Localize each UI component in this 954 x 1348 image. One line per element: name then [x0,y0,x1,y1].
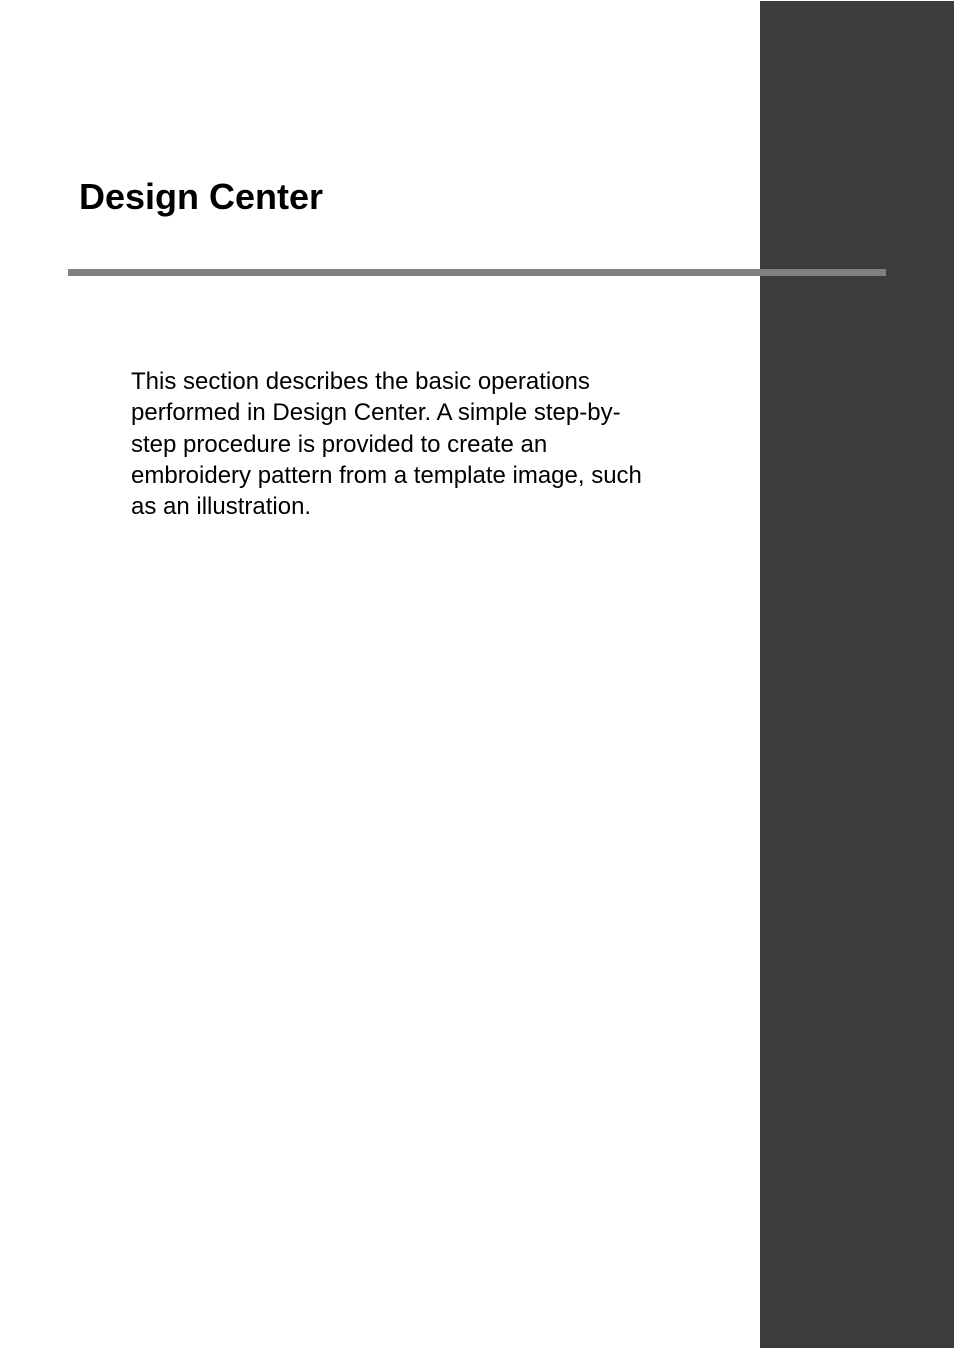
intro-line: performed in Design Center. A simple step-by- [131,399,621,427]
intro-line: step procedure is provided to create an [131,430,548,458]
title-divider [68,269,886,276]
intro-line: embroidery pattern from a template image, such [131,461,642,489]
chapter-side-tab [760,1,954,1348]
intro-line: as an illustration. [131,493,312,521]
intro-line: This section describes the basic operations [131,368,590,395]
section-intro [131,366,701,522]
section-title: Design Center [79,176,324,217]
